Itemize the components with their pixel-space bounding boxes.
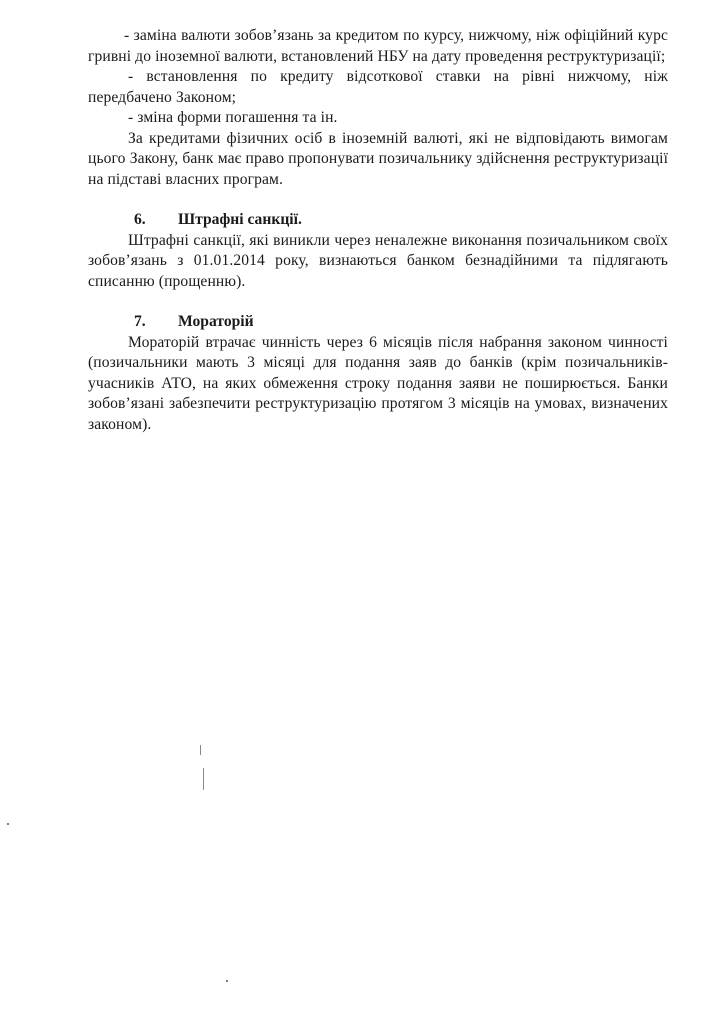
section-body-moratorium: Мораторій втрачає чинність через 6 місяців після набрання законом чинності (позичальники мають 3 місяці для подання заяв до банків (крім позичальників-учасників АТО, на яких обмеження строку подання заяви не поширюється. Банки зобов’язані забезпечити реструктуризацію протягом 3 місяців на умовах, визначених законом). [88, 333, 668, 433]
document-text [88, 26, 668, 435]
section-number: 7. [134, 313, 146, 330]
spacer [88, 190, 668, 210]
foreign-currency-paragraph: За кредитами фізичних осіб в іноземній валюті, які не відповідають вимогам цього Закону, банк має право пропонувати позичальнику здійснення реструктуризації на підставі власних програм. [88, 129, 668, 188]
section-body-penalties: Штрафні санкції, які виникли через неналежне виконання позичальником своїх зобов’язань з 01.01.2014 року, визнаються банком безнадійними та підлягають списанню (прощенню). [88, 231, 668, 290]
section-number: 6. [134, 211, 146, 228]
section-title: Штрафні санкції. [178, 211, 302, 228]
bullet-interest-rate: - встановлення по кредиту відсоткової ставки на рівні нижчому, ніж передбачено Законом; [88, 68, 668, 106]
scan-artifact [226, 980, 228, 982]
scan-artifact [203, 768, 204, 790]
bullet-currency-change: - заміна валюти зобов’язань за кредитом по курсу, нижчому, ніж офіційний курс гривні до іноземної валюти, встановлений НБУ на дату проведення реструктуризації; [88, 27, 668, 65]
section-title: Мораторій [178, 313, 254, 330]
scan-artifact [7, 823, 9, 825]
bullet-repayment-form: - зміна форми погашення та ін. [128, 109, 338, 126]
scan-artifact [200, 745, 201, 755]
section-heading-penalties [88, 210, 668, 231]
section-heading-moratorium [88, 312, 668, 333]
spacer [88, 292, 668, 312]
